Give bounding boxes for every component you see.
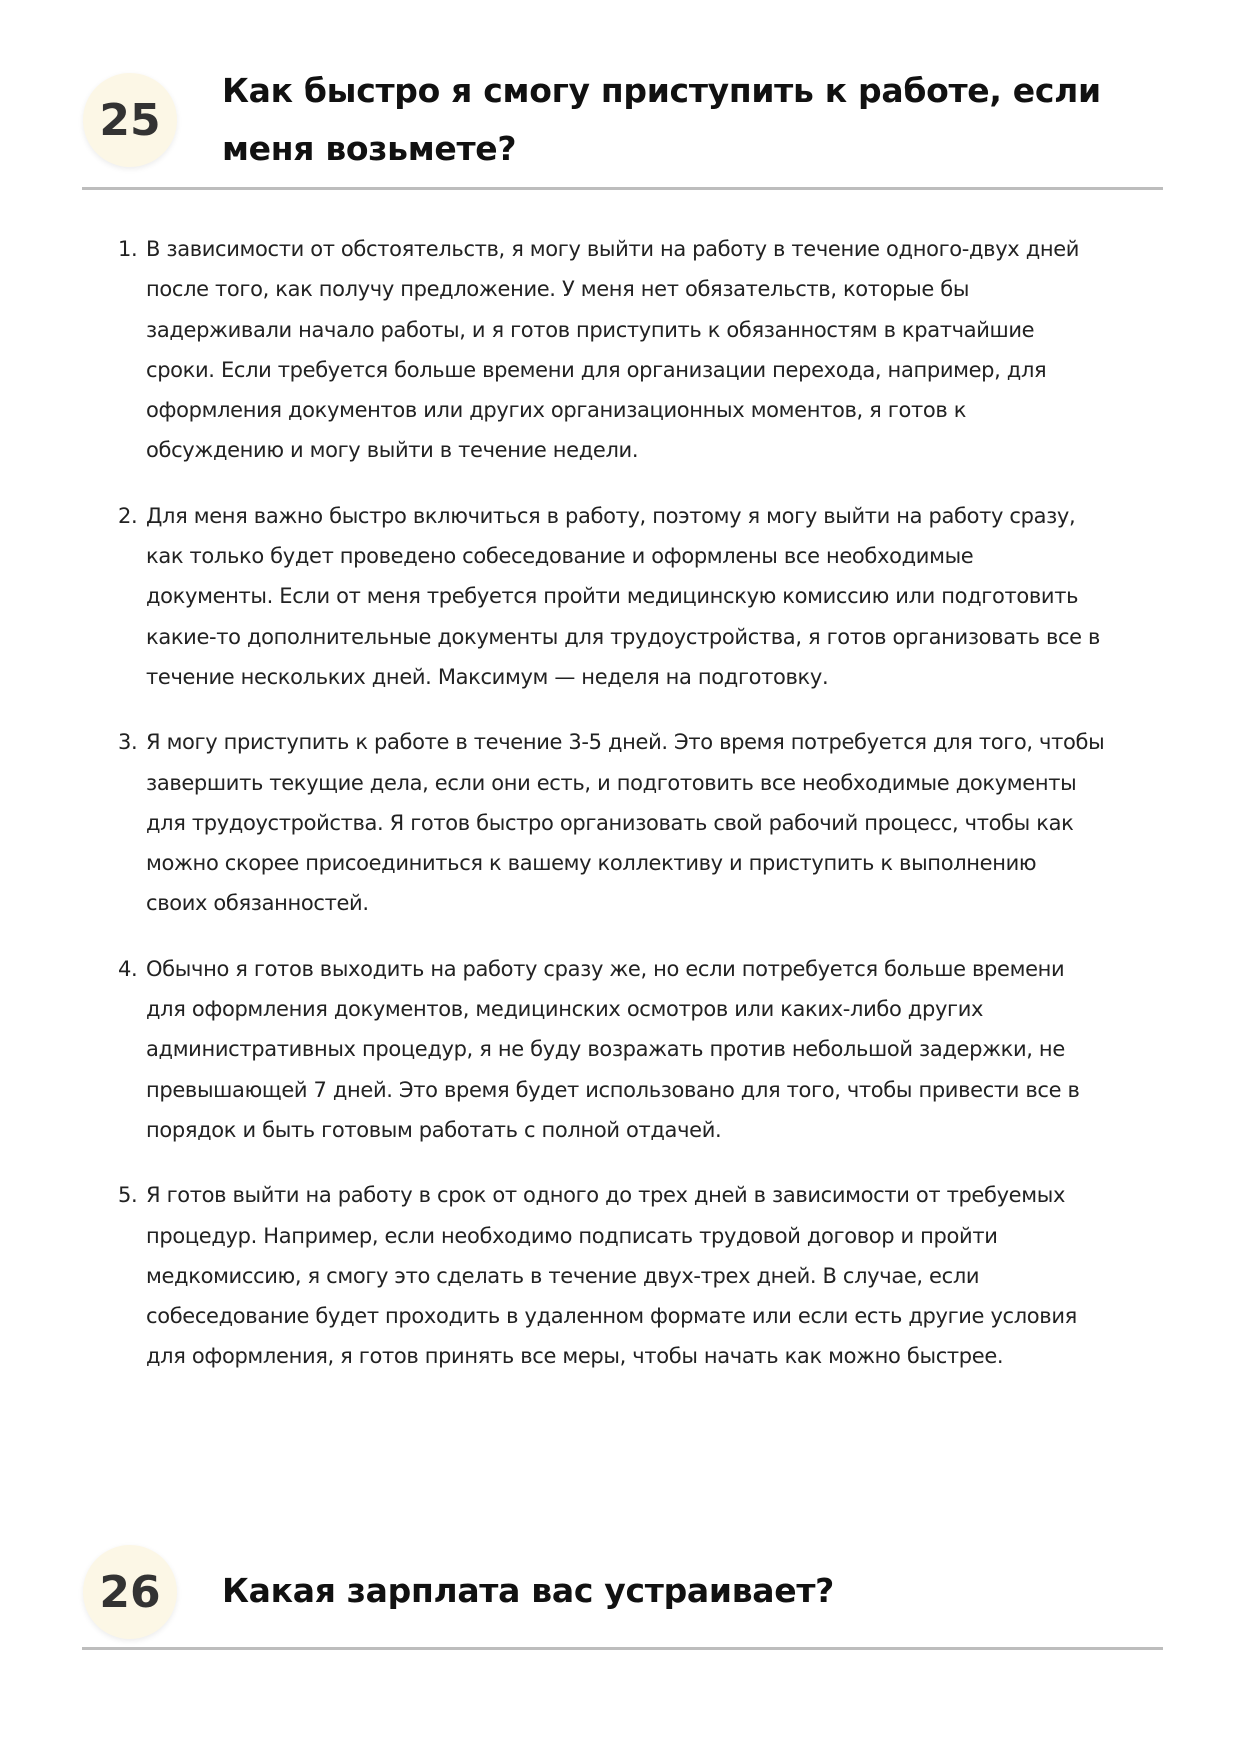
answer-text-line: сроки. Если требуется больше времени для организации перехода, например, для [146, 357, 1047, 382]
answer-text-line: Я готов выйти на работу в срок от одного до трех дней в зависимости от требуемых [146, 1183, 1066, 1208]
answer-text-line: В зависимости от обстоятельств, я могу выйти на работу в течение одного-двух дней [146, 237, 1080, 261]
title-line: Какая зарплата вас устраивает? [222, 1571, 834, 1610]
answer-text-line: Я могу приступить к работе в течение 3-5 дней. Это время потребуется для того, чтобы [146, 730, 1105, 755]
answer-text-line: завершить текущие дела, если они есть, и подготовить все необходимые документы [146, 770, 1077, 795]
answer-number: 2. [118, 503, 138, 528]
answer-text-line: для трудоустройства. Я готов быстро организовать свой рабочий процесс, чтобы как [146, 810, 1074, 835]
divider [82, 1647, 1163, 1650]
answer-text-line: для оформления, я готов принять все меры, чтобы начать как можно быстрее. [146, 1344, 1004, 1369]
answer-text-line: как только будет проведено собеседование и оформлены все необходимые [146, 544, 974, 569]
answer-item [118, 496, 1104, 697]
answer-text-line: оформления документов или других организационных моментов, я готов к [146, 398, 967, 423]
answer-text-line: течение нескольких дней. Максимум — неделя на подготовку. [146, 664, 829, 689]
answer-text-line: Обычно я готов выходить на работу сразу же, но если потребуется больше времени [146, 956, 1065, 981]
question-number-badge: 26 [83, 1545, 177, 1639]
answer-text-line: собеседование будет проходить в удаленном формате или если есть другие условия [146, 1304, 1077, 1329]
title-line: Как быстро я смогу приступить к работе, если [222, 71, 1101, 110]
answer-text-line: Для меня важно быстро включиться в работу, поэтому я могу выйти на работу сразу, [146, 503, 1076, 528]
answer-number: 5. [118, 1183, 138, 1208]
answer-number: 1. [118, 237, 138, 261]
answer-text-line: процедур. Например, если необходимо подписать трудовой договор и пройти [146, 1223, 998, 1248]
answer-text-line: можно скорее присоединиться к вашему коллективу и приступить к выполнению [146, 851, 1037, 876]
answer-item [118, 949, 1104, 1150]
answer-text-line: для оформления документов, медицинских осмотров или каких-либо других [146, 997, 984, 1022]
answer-item [118, 1175, 1104, 1376]
answer-text-line: своих обязанностей. [146, 891, 369, 916]
answer-text-line: задерживали начало работы, и я готов приступить к обязанностям в кратчайшие [146, 317, 1035, 342]
answer-number: 3. [118, 730, 138, 755]
divider [82, 187, 1163, 190]
answer-item [118, 722, 1104, 923]
answer-text-line: порядок и быть готовым работать с полной отдачей. [146, 1117, 722, 1142]
answer-item [118, 229, 1104, 471]
answer-text-line: обсуждению и могу выйти в течение недели. [146, 438, 639, 463]
question-title [222, 1562, 834, 1620]
answer-text-line: административных процедур, я не буду возражать против небольшой задержки, не [146, 1037, 1065, 1062]
answer-text-line: превышающей 7 дней. Это время будет использовано для того, чтобы привести все в [146, 1077, 1080, 1102]
answer-text-line: после того, как получу предложение. У меня нет обязательств, которые бы [146, 277, 970, 302]
answer-number: 4. [118, 956, 138, 981]
title-line: меня возьмете? [222, 129, 517, 168]
answer-text-line: какие-то дополнительные документы для трудоустройства, я готов организовать все в [146, 624, 1101, 649]
answers-list [118, 229, 1104, 1402]
question-title [222, 62, 1101, 178]
answer-text-line: документы. Если от меня требуется пройти медицинскую комиссию или подготовить [146, 584, 1079, 609]
answer-text-line: медкомиссию, я смогу это сделать в течение двух-трех дней. В случае, если [146, 1263, 980, 1288]
question-number-badge: 25 [83, 73, 177, 167]
